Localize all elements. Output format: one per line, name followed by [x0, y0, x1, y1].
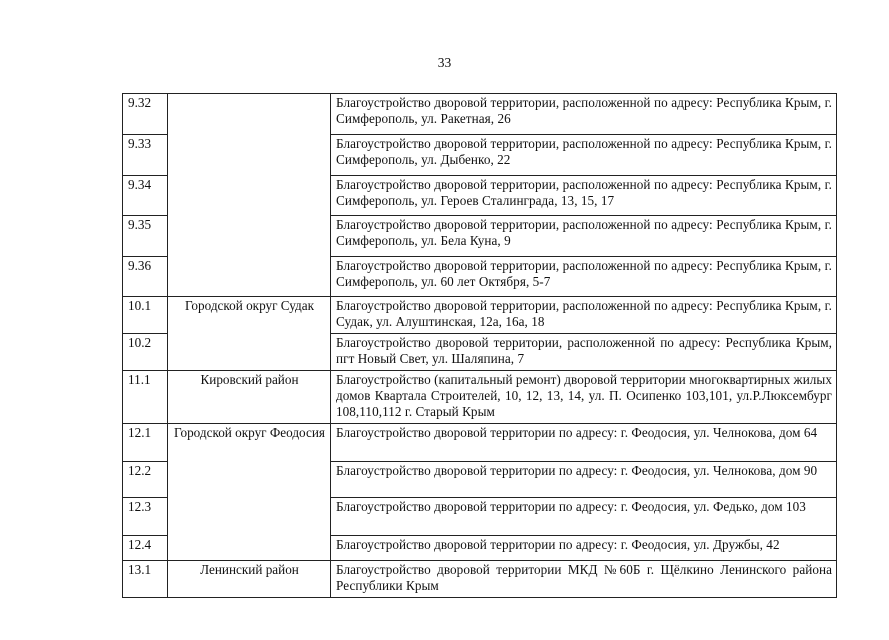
table-row	[123, 423, 837, 461]
row-description: Благоустройство дворовой территории, расположенной по адресу: Республика Крым, г. Симферополь, ул. 60 лет Октября, 5-7	[331, 257, 837, 297]
district-cell	[168, 94, 331, 297]
row-number: 12.4	[123, 535, 168, 560]
district-cell: Ленинский район	[168, 560, 331, 597]
district-cell: Городской округ Феодосия	[168, 423, 331, 560]
table-row	[123, 297, 837, 334]
row-description: Благоустройство дворовой территории, расположенной по адресу: Республика Крым, г. Симферополь, ул. Дыбенко, 22	[331, 135, 837, 176]
row-number: 9.36	[123, 257, 168, 297]
row-description: Благоустройство дворовой территории по адресу: г. Феодосия, ул. Дружбы, 42	[331, 535, 837, 560]
projects-table	[122, 93, 837, 598]
table-row	[123, 560, 837, 597]
row-description: Благоустройство дворовой территории по адресу: г. Феодосия, ул. Федько, дом 103	[331, 497, 837, 535]
district-cell: Городской округ Судак	[168, 297, 331, 371]
row-description: Благоустройство дворовой территории по адресу: г. Феодосия, ул. Челнокова, дом 90	[331, 461, 837, 497]
row-number: 12.3	[123, 497, 168, 535]
row-number: 10.2	[123, 333, 168, 370]
row-description: Благоустройство дворовой территории, расположенной по адресу: Республика Крым, пгт Новый Свет, ул. Шаляпина, 7	[331, 333, 837, 370]
row-number: 11.1	[123, 370, 168, 423]
row-description: Благоустройство дворовой территории, расположенной по адресу: Республика Крым, г. Симферополь, ул. Бела Куна, 9	[331, 216, 837, 257]
row-number: 10.1	[123, 297, 168, 334]
district-cell: Кировский район	[168, 370, 331, 423]
row-number: 9.35	[123, 216, 168, 257]
table-row	[123, 94, 837, 135]
row-number: 9.32	[123, 94, 168, 135]
row-description: Благоустройство (капитальный ремонт) дворовой территории многоквартирных жилых домов Квартала Строителей, 10, 12, 13, 14, ул. П. Осипенко 103,101, ул.Р.Люксембург 108,110,112 г. Старый Крым	[331, 370, 837, 423]
table-row	[123, 370, 837, 423]
row-number: 9.34	[123, 176, 168, 216]
row-description: Благоустройство дворовой территории, расположенной по адресу: Республика Крым, г. Судак, ул. Алуштинская, 12а, 16а, 18	[331, 297, 837, 334]
row-number: 13.1	[123, 560, 168, 597]
row-number: 9.33	[123, 135, 168, 176]
page-number: 33	[437, 55, 452, 70]
row-number: 12.2	[123, 461, 168, 497]
row-description: Благоустройство дворовой территории, расположенной по адресу: Республика Крым, г. Симферополь, ул. Героев Сталинграда, 13, 15, 17	[331, 176, 837, 216]
row-description: Благоустройство дворовой территории по адресу: г. Феодосия, ул. Челнокова, дом 64	[331, 423, 837, 461]
row-description: Благоустройство дворовой территории, расположенной по адресу: Республика Крым, г. Симферополь, ул. Ракетная, 26	[331, 94, 837, 135]
row-number: 12.1	[123, 423, 168, 461]
row-description: Благоустройство дворовой территории МКД №60Б г. Щёлкино Ленинского района Республики Крым	[331, 560, 837, 597]
